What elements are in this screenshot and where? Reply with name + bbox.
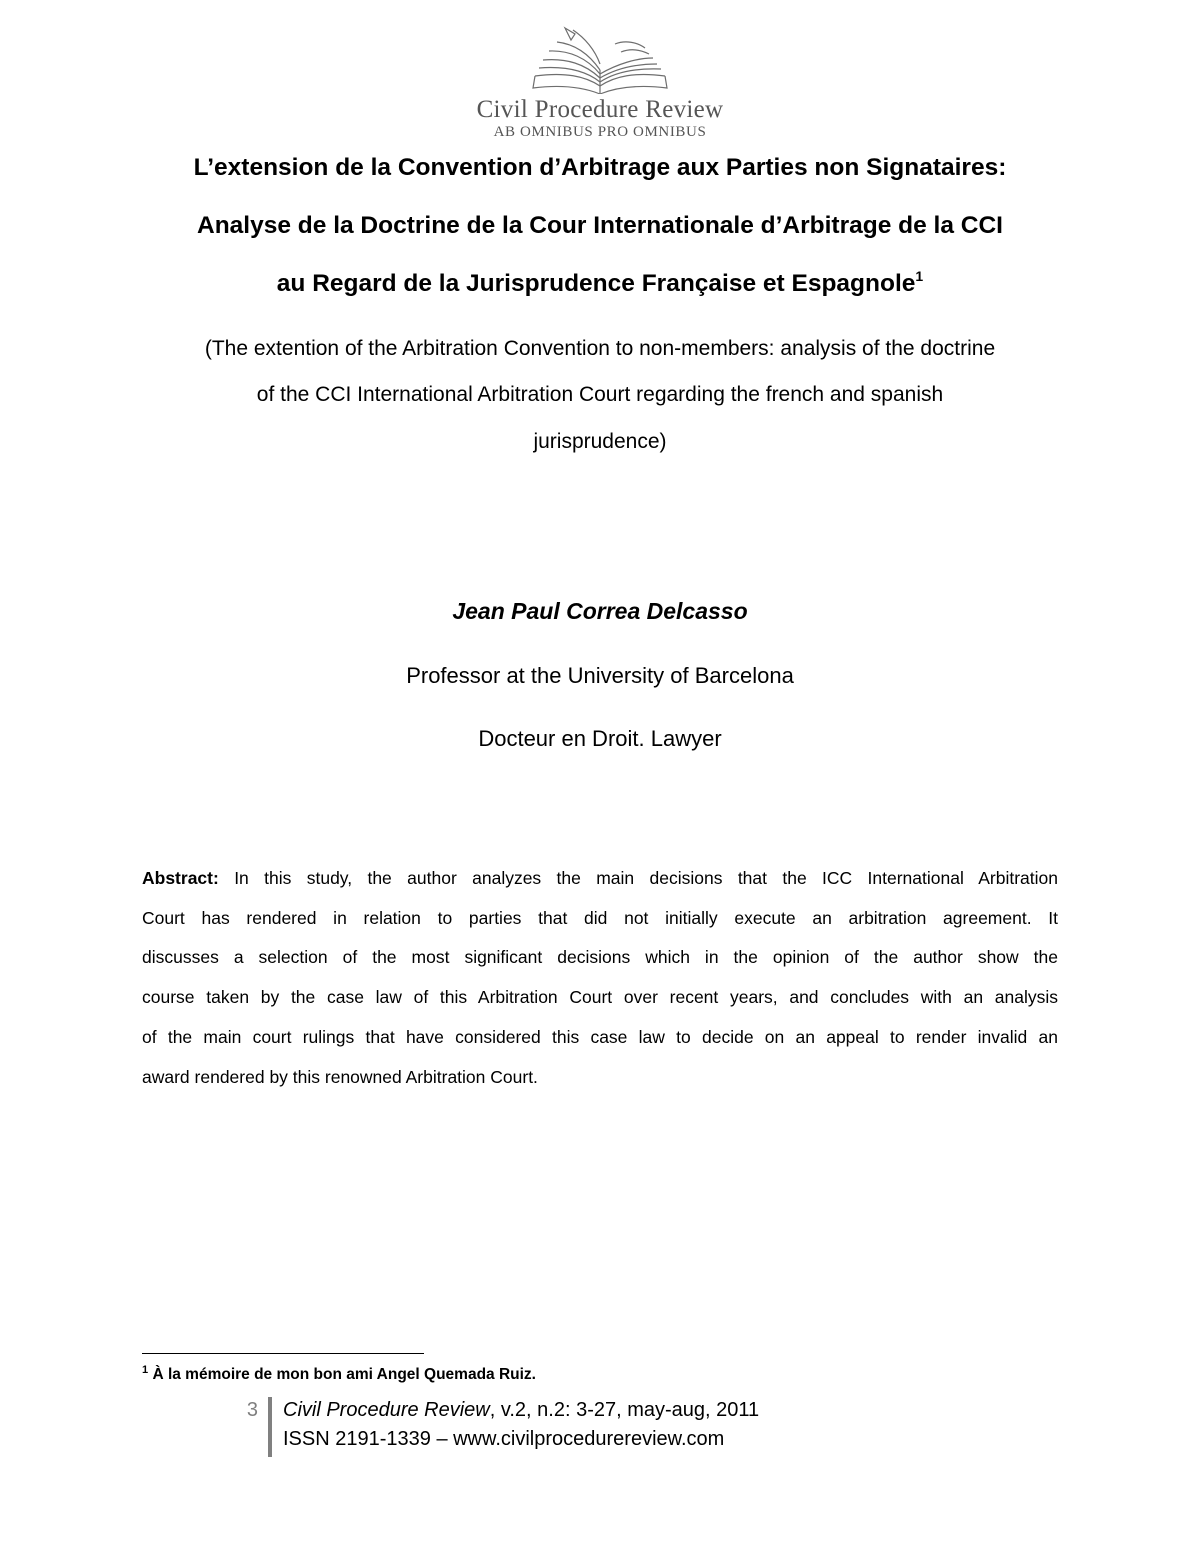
abstract-line-2: Court has rendered in relation to parties that did not initially execute an arbitration agreement. It <box>142 908 1058 928</box>
author-affiliation: Professor at the University of Barcelona <box>406 663 794 688</box>
footer-divider <box>268 1397 272 1457</box>
logo-title: Civil Procedure Review <box>476 96 724 123</box>
article-title-line-3-text: au Regard de la Jurisprudence Française et Espagnole <box>276 270 916 297</box>
journal-logo <box>468 24 732 142</box>
footer-citation <box>283 1399 759 1422</box>
footnote-reference[interactable]: 1 <box>915 268 924 284</box>
page-number: 3 <box>246 1399 258 1421</box>
abstract-line-5: of the main court rulings that have considered this case law to decide on an appeal to render invalid an <box>142 1027 1058 1047</box>
english-title-line-1: (The extention of the Arbitration Convention to non-members: analysis of the doctrine <box>204 337 996 360</box>
english-title-line-3: jurisprudence) <box>533 430 667 453</box>
footnote-divider <box>142 1353 424 1354</box>
footnote <box>142 1366 536 1384</box>
footer-journal-name: Civil Procedure Review <box>283 1399 490 1421</box>
author-name: Jean Paul Correa Delcasso <box>452 598 748 624</box>
article-title-line-2: Analyse de la Doctrine de la Cour Internationale d’Arbitrage de la CCI <box>197 212 1003 239</box>
open-book-icon <box>525 24 675 94</box>
abstract-line-6: award rendered by this renowned Arbitration Court. <box>142 1067 538 1087</box>
footer-issn[interactable]: ISSN 2191-1339 – www.civilprocedurereview.com <box>283 1428 725 1450</box>
abstract-line-1 <box>142 868 1058 889</box>
footer-citation-details: , v.2, n.2: 3-27, may-aug, 2011 <box>489 1399 760 1421</box>
footnote-text: À la mémoire de mon bon ami Angel Quemada Ruiz. <box>152 1366 536 1383</box>
article-title-line-3 <box>100 270 1100 298</box>
logo-motto: AB OMNIBUS PRO OMNIBUS <box>493 124 707 140</box>
article-title-line-1: L’extension de la Convention d’Arbitrage aux Parties non Signataires: <box>193 154 1007 181</box>
abstract-label: Abstract: <box>142 868 219 888</box>
footnote-number: 1 <box>142 1364 149 1376</box>
abstract-line-4: course taken by the case law of this Arbitration Court over recent years, and concludes with an analysis <box>142 987 1058 1007</box>
english-title-line-2: of the CCI International Arbitration Court regarding the french and spanish <box>256 383 944 406</box>
abstract-line-3: discusses a selection of the most significant decisions which in the opinion of the author show the <box>142 947 1058 967</box>
author-degree: Docteur en Droit. Lawyer <box>478 726 722 751</box>
abstract-text-1: In this study, the author analyzes the main decisions that the ICC International Arbitration <box>234 868 1058 888</box>
